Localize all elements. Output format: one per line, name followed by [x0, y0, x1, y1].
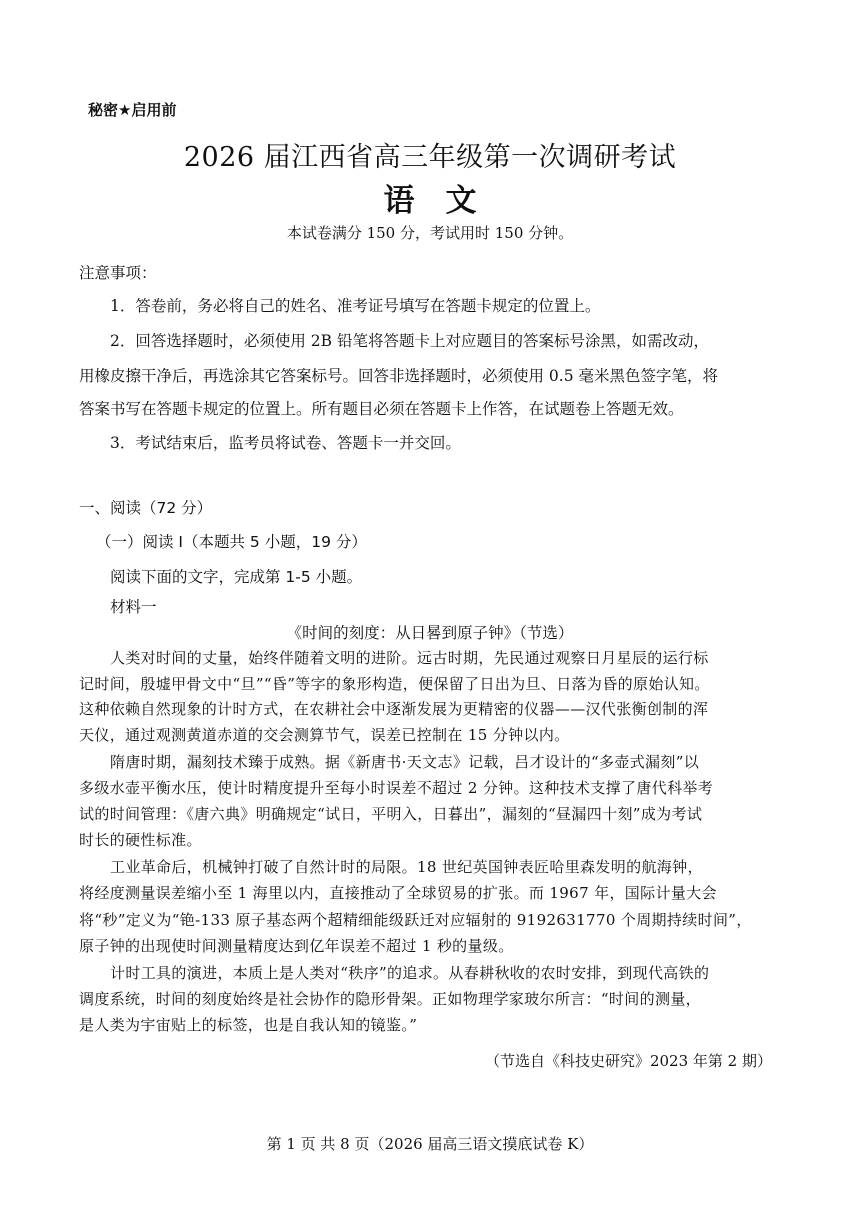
subsection-heading: （一）阅读 I（本题共 5 小题，19 分） [96, 533, 367, 551]
exam-title: 2026 届江西省高三年级第一次调研考试 [183, 142, 677, 173]
text-line: 将经度测量误差缩小至 1 海里以内，直接推动了全球贸易的扩张。而 1967 年，国际计量大会 [79, 884, 717, 902]
material-label: 材料一 [110, 598, 157, 616]
notice-line: 2．回答选择题时，必须使用 2B 铅笔将答题卡上对应题目的答案标号涂黑，如需改动， [110, 332, 709, 350]
text-line: 工业革命后，机械钟打破了自然计时的局限。18 世纪英国钟表匠哈里森发明的航海钟， [110, 858, 703, 876]
notice-line: 1．答卷前，务必将自己的姓名、准考证号填写在答题卡规定的位置上。 [110, 297, 601, 315]
section-heading: 一、阅读（72 分） [79, 499, 213, 517]
text-line: 这种依赖自然现象的计时方式，在农耕社会中逐渐发展为更精密的仪器——汉代张衡创制的浑 [79, 700, 709, 718]
text-line: 时长的硬性标准。 [79, 831, 202, 849]
text-line: 原子钟的出现使时间测量精度达到亿年误差不超过 1 秒的量级。 [79, 937, 514, 955]
text-line: 计时工具的演进，本质上是人类对“秩序”的追求。从春耕秋收的农时安排，到现代高铁的 [110, 964, 710, 982]
text-line: 人类对时间的丈量，始终伴随着文明的进阶。远古时期，先民通过观察日月星辰的运行标 [110, 649, 709, 667]
text-line: 记时间，殷墟甲骨文中“旦”“昏”等字的象形构造，便保留了日出为旦、日落为昏的原始认知。 [79, 675, 710, 693]
confidential-mark: 秘密★启用前 [88, 101, 177, 119]
notice-heading: 注意事项： [79, 264, 157, 282]
instruction: 阅读下面的文字，完成第 1-5 小题。 [110, 568, 363, 586]
text-line: 隋唐时期，漏刻技术臻于成熟。据《新唐书·天文志》记载，吕才设计的“多壶式漏刻”以 [110, 753, 700, 771]
notice-line: 3．考试结束后，监考员将试卷、答题卡一并交回。 [110, 434, 461, 452]
text-line: 多级水壶平衡水压，使计时精度提升至每小时误差不超过 2 分钟。这种技术支撑了唐代科举考 [79, 779, 714, 797]
text-line: 是人类为宇宙贴上的标签，也是自我认知的镜鉴。” [79, 1016, 418, 1034]
notice-line: 答案书写在答题卡规定的位置上。所有题目必须在答题卡上作答，在试题卷上答题无效。 [79, 400, 684, 418]
score-time-line: 本试卷满分 150 分，考试用时 150 分钟。 [286, 224, 574, 242]
notice-line: 用橡皮擦干净后，再选涂其它答案标号。回答非选择题时，必须使用 0.5 毫米黑色签字笔，将 [79, 367, 719, 385]
source-citation: （节选自《科技史研究》2023 年第 2 期） [484, 1052, 772, 1070]
page-footer: 第 1 页 共 8 页（2026 届高三语文摸底试卷 K） [266, 1135, 594, 1153]
text-line: 调度系统，时间的刻度始终是社会协作的隐形骨架。正如物理学家玻尔所言：“时间的测量， [79, 990, 702, 1008]
text-line: 天仪，通过观测黄道赤道的交会测算节气，误差已控制在 15 分钟以内。 [79, 726, 570, 744]
material-title: 《时间的刻度：从日晷到原子钟》（节选） [286, 624, 574, 642]
text-line: 将“秒”定义为“铯-133 原子基态两个超精细能级跃迁对应辐射的 9192631770 个周期持续时间”， [79, 911, 752, 929]
subject-title: 语 文 [383, 183, 477, 219]
text-line: 试的时间管理：《唐六典》明确规定“试日，平明入，日暮出”，漏刻的“昼漏四十刻”成为考试 [79, 805, 703, 823]
